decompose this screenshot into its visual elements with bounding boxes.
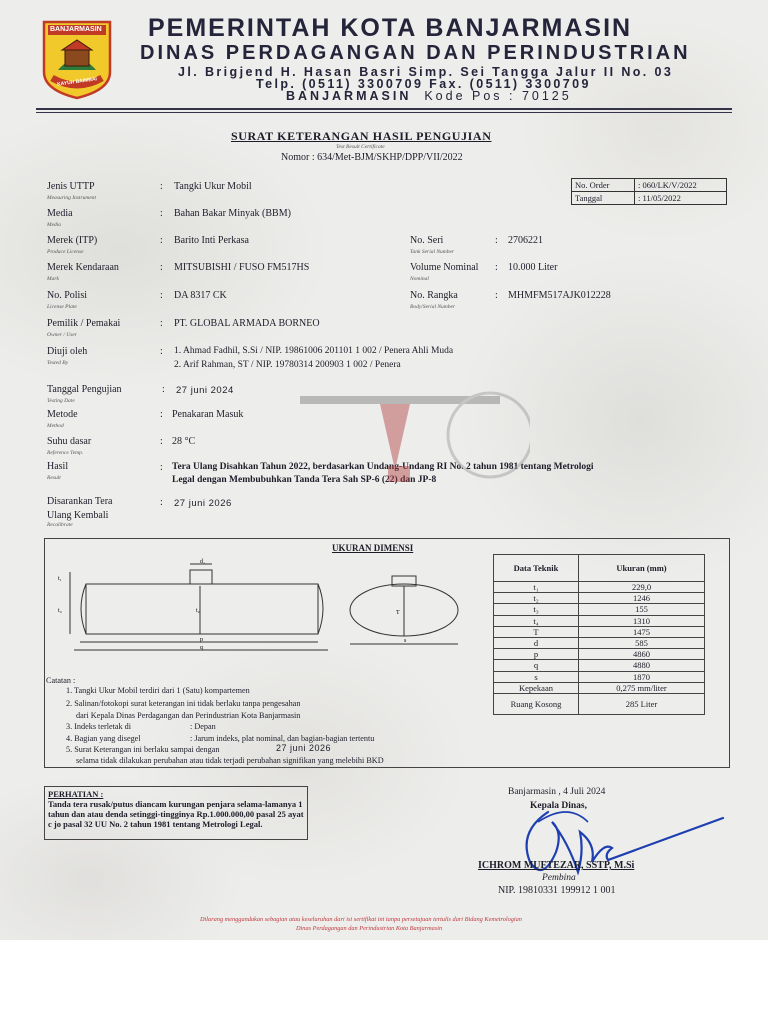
- field-label-metode: Metode: [47, 409, 78, 420]
- table-row: [494, 649, 705, 660]
- field-value-jenis: Tangki Ukur Mobil: [174, 181, 252, 192]
- order-date-label: Tanggal: [572, 192, 635, 205]
- colon: :: [160, 235, 163, 246]
- field-en-tanggal: Testing Date: [47, 398, 75, 404]
- signature-nip: NIP. 19810331 199912 1 001: [498, 885, 616, 896]
- field-label-disarankan-1: Disarankan Tera: [47, 496, 113, 507]
- field-label-suhu: Suhu dasar: [47, 436, 92, 447]
- field-value-polisi: DA 8317 CK: [174, 290, 227, 301]
- header-rule-thin: [36, 112, 732, 113]
- note-5: 5. Surat Keterangan ini berlaku sampai dengan: [66, 745, 220, 754]
- field-en-merek-kendaraan: Mark: [47, 276, 59, 282]
- field-label-pemilik: Pemilik / Pemakai: [47, 318, 121, 329]
- note-1: 1. Tangki Ukur Mobil terdiri dari 1 (Satu) kompartemen: [66, 686, 250, 695]
- warning-text: Tanda tera rusak/putus diancam kurungan penjara selama-lamanya 1 tahun dan atau denda setinggi-tingginya Rp.1.000.000,00 pasal 25 ayat c jo pasal 32 UU No. 2 tahun 1981 tentang Metrologi Legal.: [48, 799, 304, 829]
- notes-heading: Catatan :: [46, 676, 76, 685]
- field-value-merek-kendaraan: MITSUBISHI / FUSO FM517HS: [174, 262, 310, 273]
- table-row: [494, 660, 705, 671]
- ruang-kosong-label: Ruang Kosong: [494, 693, 579, 714]
- colon: :: [495, 235, 498, 246]
- colon: :: [160, 262, 163, 273]
- signature-name: ICHROM MUFTEZAR, SSTP, M.Si: [478, 860, 635, 871]
- field-value-rangka: MHMFM517AJK012228: [508, 290, 611, 301]
- note-5-value: 27 juni 2026: [276, 743, 332, 753]
- background-stamp-graphic: [300, 380, 530, 490]
- field-label-merek: Merek (ITP): [47, 235, 98, 246]
- field-value-pemilik: PT. GLOBAL ARMADA BORNEO: [174, 318, 320, 329]
- kepekaan-label: Kepekaan: [494, 682, 579, 693]
- field-en-hasil: Result: [47, 475, 61, 481]
- field-value-volume: 10.000 Liter: [508, 262, 558, 273]
- diagram-label-s: s: [404, 638, 407, 644]
- diagram-label-t4: t₄: [58, 608, 62, 614]
- table-row: [494, 637, 705, 648]
- order-no-label: No. Order: [572, 179, 635, 192]
- dimension-key: d: [494, 637, 579, 648]
- order-date-value: : 11/05/2022: [635, 192, 727, 205]
- colon: :: [160, 409, 163, 420]
- table-row: [494, 682, 705, 693]
- note-2b: dari Kepala Dinas Perdagangan dan Perindustrian Kota Banjarmasin: [76, 711, 301, 720]
- table-row: [494, 582, 705, 593]
- diagram-label-t1: t₁: [58, 576, 62, 582]
- signature-role: Kepala Dinas,: [530, 801, 588, 811]
- diagram-label-T: T: [396, 610, 400, 616]
- header-city: [286, 89, 572, 103]
- field-en-rangka: Body/Serial Number: [410, 304, 456, 310]
- field-en-seri: Tank Serial Number: [410, 249, 455, 255]
- dimension-value: 229,0: [579, 582, 705, 593]
- warning-title: PERHATIAN :: [48, 789, 104, 799]
- field-value-seri: 2706221: [508, 235, 543, 246]
- dimension-value: 155: [579, 604, 705, 615]
- field-en-suhu: Reference Temp.: [47, 450, 84, 456]
- kepekaan-value: 0,275 mm/liter: [579, 682, 705, 693]
- field-label-disarankan-2: Ulang Kembali: [47, 510, 109, 521]
- dimension-key: t₄: [494, 615, 579, 626]
- dimension-key: t₁: [494, 582, 579, 593]
- field-en-media: Media: [47, 222, 62, 228]
- field-value-metode: Penakaran Masuk: [172, 409, 244, 420]
- dimension-value: 585: [579, 637, 705, 648]
- order-no-value: : 060/LK/V/2022: [635, 179, 727, 192]
- footer-line-2: Dinas Perdagangan dan Perindustrian Kota Banjarmasin: [296, 925, 443, 932]
- field-label-tanggal: Tanggal Pengujian: [47, 384, 122, 395]
- field-label-diuji: Diuji oleh: [47, 346, 88, 357]
- dimension-key: T: [494, 626, 579, 637]
- header-department: DINAS PERDAGANGAN DAN PERINDUSTRIAN: [140, 42, 691, 64]
- dimension-value: 1475: [579, 626, 705, 637]
- note-3: 3. Indeks terletak di: [66, 722, 132, 731]
- tank-side-view-diagram: [50, 556, 340, 656]
- dimension-key: t₂: [494, 593, 579, 604]
- field-value-tester-1: 1. Ahmad Fadhil, S.Si / NIP. 19861006 201101 1 002 / Penera Ahli Muda: [174, 346, 454, 356]
- colon: :: [160, 290, 163, 301]
- table-row: [494, 693, 705, 714]
- field-value-hasil-1: Tera Ulang Disahkan Tahun 2022, berdasarkan Undang-Undang RI No. 2 tahun 1981 tentang Metrologi: [172, 462, 594, 472]
- field-value-tester-2: 2. Arif Rahman, ST / NIP. 19780314 200903 1 002 / Penera: [174, 360, 401, 370]
- diagram-label-p: p: [200, 637, 203, 643]
- signature-rank: Pembina: [542, 873, 576, 883]
- dimension-key: t₃: [494, 604, 579, 615]
- note-4: 4. Bagian yang disegel: [66, 734, 141, 743]
- colon: :: [160, 497, 163, 508]
- dimension-value: 1246: [579, 593, 705, 604]
- document-title: SURAT KETERANGAN HASIL PENGUJIAN: [231, 129, 492, 143]
- field-label-polisi: No. Polisi: [47, 290, 88, 301]
- field-en-diuji: Tested By: [47, 360, 69, 366]
- field-label-seri: No. Seri: [410, 235, 444, 246]
- header-phone: Telp. (0511) 3300709 Fax. (0511) 3300709: [256, 77, 591, 91]
- note-3-value: : Depan: [190, 722, 216, 731]
- header-rule: [36, 108, 732, 110]
- order-box: [571, 178, 727, 205]
- field-value-hasil-2: Legal dengan Membubuhkan Tanda Tera Sah SP-6 (22) dan JP-8: [172, 475, 437, 485]
- document-subtitle: Test Result Certificate: [336, 144, 385, 150]
- header-address: Jl. Brigjend H. Hasan Basri Simp. Sei Tangga Jalur II No. 03: [178, 65, 674, 79]
- dimension-header-teknik: Data Teknik: [494, 555, 579, 582]
- document-number: Nomor : 634/Met-BJM/SKHP/DPP/VII/2022: [281, 152, 463, 163]
- colon: :: [495, 262, 498, 273]
- dimension-value: 4880: [579, 660, 705, 671]
- note-5b: selama tidak dilakukan perubahan atau tidak terjadi perubahan signifikan yang melebihi BKD: [76, 756, 384, 765]
- dimension-value: 1310: [579, 615, 705, 626]
- field-value-disarankan: 27 juni 2026: [174, 498, 232, 509]
- dimension-table: [493, 554, 705, 715]
- logo-top-text: BANJARMASIN: [50, 26, 102, 33]
- ruang-kosong-value: 285 Liter: [579, 693, 705, 714]
- field-value-tanggal: 27 juni 2024: [176, 385, 234, 396]
- city-emblem-logo: [38, 20, 116, 100]
- field-label-media: Media: [47, 208, 73, 219]
- table-row: [494, 604, 705, 615]
- header-government: PEMERINTAH KOTA BANJARMASIN: [148, 14, 633, 42]
- field-value-suhu: 28 °C: [172, 436, 196, 447]
- dimension-key: q: [494, 660, 579, 671]
- field-label-merek-kendaraan: Merek Kendaraan: [47, 262, 119, 273]
- note-4-value: : Jarum indeks, plat nominal, dan bagian-bagian tertentu: [190, 734, 375, 743]
- table-row: [494, 593, 705, 604]
- signature-place-date: Banjarmasin , 4 Juli 2024: [508, 787, 606, 797]
- colon: :: [160, 181, 163, 192]
- diagram-label-t2: t₂: [196, 608, 200, 614]
- dimension-header-ukuran: Ukuran (mm): [579, 555, 705, 582]
- field-value-merek: Barito Inti Perkasa: [174, 235, 249, 246]
- colon: :: [495, 290, 498, 301]
- dimension-key: s: [494, 671, 579, 682]
- diagram-label-d1: d₁: [200, 559, 206, 565]
- logo-bottom-text: KAYUH BAIMBAI: [56, 76, 98, 88]
- field-en-polisi: License Plate: [47, 304, 77, 310]
- dimension-value: 1870: [579, 671, 705, 682]
- field-en-merek: Produce License: [47, 249, 84, 255]
- field-label-rangka: No. Rangka: [410, 290, 458, 301]
- colon: :: [160, 462, 163, 473]
- header-postal: Kode Pos : 70125: [424, 89, 572, 103]
- dimension-title: UKURAN DIMENSI: [332, 543, 414, 553]
- table-row: [494, 626, 705, 637]
- colon: :: [160, 436, 163, 447]
- colon: :: [160, 346, 163, 357]
- colon: :: [160, 318, 163, 329]
- field-en-jenis: Measuring Instrument: [47, 195, 97, 201]
- field-en-metode: Method: [47, 423, 64, 429]
- field-label-jenis: Jenis UTTP: [47, 181, 95, 192]
- colon: :: [160, 208, 163, 219]
- dimension-value: 4860: [579, 649, 705, 660]
- field-en-pemilik: Owner / User: [47, 332, 77, 338]
- dimension-key: p: [494, 649, 579, 660]
- table-row: [494, 615, 705, 626]
- warning-box: [44, 786, 308, 840]
- field-label-hasil: Hasil: [47, 461, 69, 472]
- footer-line-1: Dilarang menggandakan sebagian atau keseluruhan dari isi sertifikat ini tanpa persetujuan tertulis dari Bidang Kemetrologian: [200, 916, 522, 923]
- field-en-disarankan: Recalibrate: [47, 522, 73, 528]
- table-row: [494, 671, 705, 682]
- header-city-name: BANJARMASIN: [286, 89, 412, 103]
- tank-end-view-diagram: [346, 570, 466, 650]
- diagram-label-q: q: [200, 645, 203, 651]
- colon: :: [162, 384, 165, 395]
- field-label-volume: Volume Nominal: [410, 262, 479, 273]
- field-value-media: Bahan Bakar Minyak (BBM): [174, 208, 291, 219]
- field-en-volume: Nominal: [410, 276, 429, 282]
- note-2a: 2. Salinan/fotokopi surat keterangan ini tidak berlaku tanpa pengesahan: [66, 699, 301, 708]
